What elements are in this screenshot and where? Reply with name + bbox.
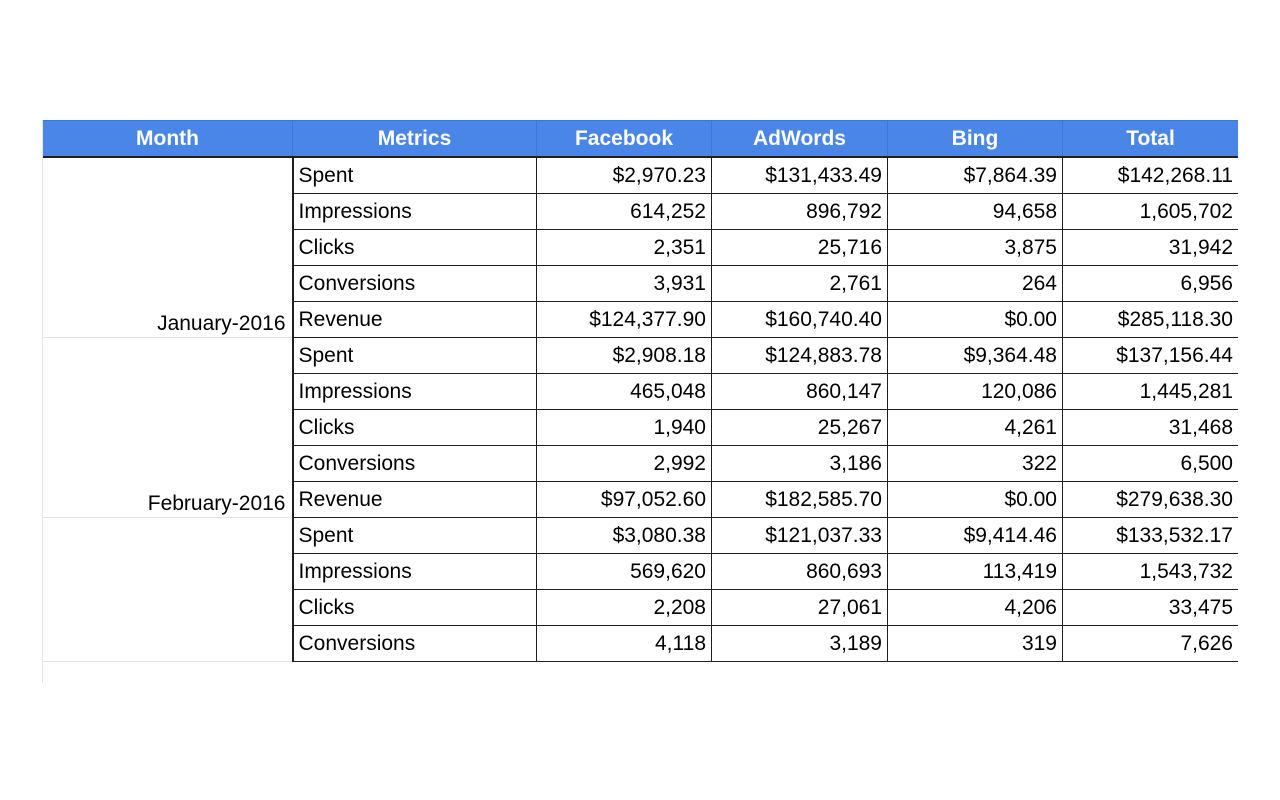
total-cell[interactable]: 1,605,702 [1063, 194, 1239, 230]
metric-cell[interactable]: Conversions [293, 446, 537, 482]
adwords-cell[interactable]: 25,716 [712, 230, 888, 266]
total-cell[interactable]: $137,156.44 [1063, 338, 1239, 374]
metric-cell[interactable]: Spent [293, 157, 537, 194]
total-cell[interactable]: 1,543,732 [1063, 554, 1239, 590]
bing-cell[interactable]: $9,414.46 [888, 518, 1063, 554]
total-cell[interactable]: 33,475 [1063, 590, 1239, 626]
facebook-cell[interactable]: $2,970.23 [537, 157, 712, 194]
metric-cell[interactable]: Clicks [293, 410, 537, 446]
bing-cell[interactable]: 94,658 [888, 194, 1063, 230]
month-cell[interactable] [43, 518, 293, 662]
bing-cell[interactable]: $0.00 [888, 302, 1063, 338]
facebook-cell[interactable]: $124,377.90 [537, 302, 712, 338]
facebook-cell[interactable]: 465,048 [537, 374, 712, 410]
marketing-metrics-table [42, 120, 1238, 662]
adwords-cell[interactable]: 25,267 [712, 410, 888, 446]
total-cell[interactable]: 1,445,281 [1063, 374, 1239, 410]
facebook-cell[interactable]: 3,931 [537, 266, 712, 302]
header-month[interactable]: Month [43, 121, 293, 158]
total-cell[interactable]: 7,626 [1063, 626, 1239, 662]
adwords-cell[interactable]: 860,147 [712, 374, 888, 410]
facebook-cell[interactable]: 2,208 [537, 590, 712, 626]
header-adwords[interactable]: AdWords [712, 121, 888, 158]
metric-cell[interactable]: Clicks [293, 590, 537, 626]
total-cell[interactable]: $285,118.30 [1063, 302, 1239, 338]
header-row [43, 121, 1239, 158]
adwords-cell[interactable]: $124,883.78 [712, 338, 888, 374]
bing-cell[interactable]: $0.00 [888, 482, 1063, 518]
metric-cell[interactable]: Conversions [293, 626, 537, 662]
bing-cell[interactable]: $9,364.48 [888, 338, 1063, 374]
header-metrics[interactable]: Metrics [293, 121, 537, 158]
bing-cell[interactable]: 3,875 [888, 230, 1063, 266]
bing-cell[interactable]: 4,206 [888, 590, 1063, 626]
metric-cell[interactable]: Spent [293, 518, 537, 554]
total-cell[interactable]: $142,268.11 [1063, 157, 1239, 194]
facebook-cell[interactable]: 2,351 [537, 230, 712, 266]
total-cell[interactable]: 6,956 [1063, 266, 1239, 302]
bing-cell[interactable]: 322 [888, 446, 1063, 482]
adwords-cell[interactable]: 27,061 [712, 590, 888, 626]
adwords-cell[interactable]: 3,189 [712, 626, 888, 662]
bing-cell[interactable]: 120,086 [888, 374, 1063, 410]
bing-cell[interactable]: 319 [888, 626, 1063, 662]
bing-cell[interactable]: $7,864.39 [888, 157, 1063, 194]
adwords-cell[interactable]: 860,693 [712, 554, 888, 590]
adwords-cell[interactable]: 3,186 [712, 446, 888, 482]
metric-cell[interactable]: Spent [293, 338, 537, 374]
facebook-cell[interactable]: 2,992 [537, 446, 712, 482]
bing-cell[interactable]: 4,261 [888, 410, 1063, 446]
adwords-cell[interactable]: $160,740.40 [712, 302, 888, 338]
adwords-cell[interactable]: 896,792 [712, 194, 888, 230]
facebook-cell[interactable]: 4,118 [537, 626, 712, 662]
header-bing[interactable]: Bing [888, 121, 1063, 158]
table-row [43, 518, 1239, 554]
bing-cell[interactable]: 264 [888, 266, 1063, 302]
header-total[interactable]: Total [1063, 121, 1239, 158]
metric-cell[interactable]: Impressions [293, 554, 537, 590]
metric-cell[interactable]: Impressions [293, 374, 537, 410]
table-row [43, 157, 1239, 194]
metric-cell[interactable]: Revenue [293, 482, 537, 518]
adwords-cell[interactable]: $182,585.70 [712, 482, 888, 518]
total-cell[interactable]: 31,942 [1063, 230, 1239, 266]
header-facebook[interactable]: Facebook [537, 121, 712, 158]
metric-cell[interactable]: Conversions [293, 266, 537, 302]
total-cell[interactable]: $133,532.17 [1063, 518, 1239, 554]
facebook-cell[interactable]: 614,252 [537, 194, 712, 230]
table-row [43, 338, 1239, 374]
metric-cell[interactable]: Revenue [293, 302, 537, 338]
month-cell[interactable]: January-2016 [43, 157, 293, 338]
facebook-cell[interactable]: 1,940 [537, 410, 712, 446]
metric-cell[interactable]: Impressions [293, 194, 537, 230]
facebook-cell[interactable]: $2,908.18 [537, 338, 712, 374]
bing-cell[interactable]: 113,419 [888, 554, 1063, 590]
table-body [43, 157, 1239, 662]
spreadsheet-view [42, 120, 1238, 683]
facebook-cell[interactable]: $3,080.38 [537, 518, 712, 554]
facebook-cell[interactable]: $97,052.60 [537, 482, 712, 518]
adwords-cell[interactable]: $121,037.33 [712, 518, 888, 554]
facebook-cell[interactable]: 569,620 [537, 554, 712, 590]
total-cell[interactable]: $279,638.30 [1063, 482, 1239, 518]
month-cell[interactable]: February-2016 [43, 338, 293, 518]
adwords-cell[interactable]: 2,761 [712, 266, 888, 302]
metric-cell[interactable]: Clicks [293, 230, 537, 266]
total-cell[interactable]: 6,500 [1063, 446, 1239, 482]
adwords-cell[interactable]: $131,433.49 [712, 157, 888, 194]
total-cell[interactable]: 31,468 [1063, 410, 1239, 446]
